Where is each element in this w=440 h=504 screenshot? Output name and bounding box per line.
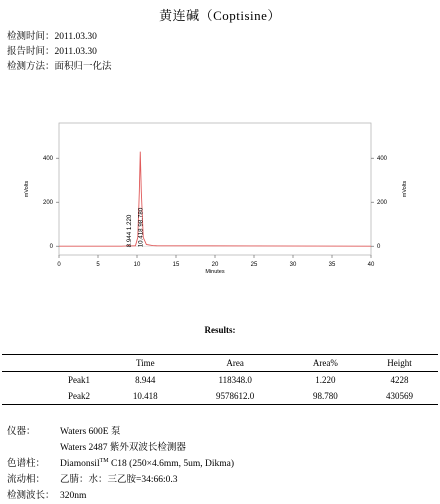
info-label: 检测波长： — [7, 491, 55, 501]
table-header-row — [2, 355, 438, 372]
column-header-time: Time — [135, 358, 155, 368]
y-tick-label-right: 200 — [377, 200, 388, 207]
y-tick-label-right: 400 — [377, 156, 388, 163]
meta-report-date — [7, 45, 112, 60]
x-tick-label: 30 — [289, 262, 297, 268]
peak-area-pct: 1.220 — [315, 375, 336, 385]
peak-height: 430569 — [385, 391, 413, 401]
meta-label: 检测时间： — [7, 32, 55, 42]
column-header — [2, 355, 110, 372]
column-header-area-pct: Area% — [312, 358, 338, 368]
info-label: 流动相： — [7, 475, 46, 485]
y-tick-label-left: 0 — [49, 244, 53, 251]
peak-area: 9578612.0 — [216, 391, 255, 401]
info-label — [7, 440, 60, 456]
info-value: 乙腈：水：三乙胺=34:66:0.3 — [60, 475, 178, 485]
instrument-column — [7, 456, 234, 472]
x-tick-label: 20 — [211, 262, 219, 268]
table-row — [2, 372, 438, 389]
x-tick-label: 35 — [328, 262, 336, 268]
y-axis-label-left: mVolts — [24, 180, 30, 198]
info-value: 320nm — [60, 491, 87, 501]
y-axis-right-ticks — [371, 156, 388, 250]
results-heading: Results: — [204, 325, 236, 335]
trademark-sup: TM — [99, 457, 109, 464]
peak-area-pct: 98.780 — [312, 391, 338, 401]
y-tick-label-left: 400 — [42, 156, 53, 163]
meta-label: 检测方法： — [7, 62, 55, 72]
column-spec: C18 (250×4.6mm, 5um, Dikma) — [108, 459, 235, 469]
info-value: Waters 600E 泵 — [60, 427, 121, 437]
x-tick-label: 25 — [250, 262, 258, 268]
column-header-area: Area — [226, 358, 244, 368]
report-meta — [7, 30, 112, 75]
info-value — [60, 456, 234, 472]
peak-label: 8.944 1.220 — [125, 214, 133, 248]
y-tick-label-right: 0 — [377, 244, 381, 251]
meta-method — [7, 60, 112, 75]
peak-area: 118348.0 — [218, 375, 252, 385]
x-tick-label: 0 — [57, 262, 61, 268]
peak-time: 10.418 — [132, 391, 158, 401]
chromatogram-trace — [59, 152, 371, 247]
instrument-mobile-phase — [7, 472, 234, 488]
peak-name: Peak1 — [68, 375, 90, 385]
column-brand: Diamonsil — [60, 459, 100, 469]
column-header-height: Height — [387, 358, 412, 368]
info-label: 色谱柱： — [7, 459, 46, 469]
x-tick-label: 5 — [96, 262, 100, 268]
results-table — [2, 354, 438, 405]
info-value: Waters 2487 紫外双波长检测器 — [60, 443, 186, 453]
x-axis-label: Minutes — [205, 269, 225, 275]
info-label: 仪器： — [7, 427, 36, 437]
peak-labels — [126, 207, 144, 247]
table-row — [2, 388, 438, 405]
peak-height: 4228 — [390, 375, 409, 385]
x-tick-label: 40 — [367, 262, 375, 268]
meta-test-date — [7, 30, 112, 45]
x-tick-label: 10 — [133, 262, 141, 268]
x-axis-ticks — [57, 255, 375, 268]
instrument-detector — [7, 440, 234, 456]
instrument-wavelength — [7, 488, 234, 504]
peak-label: 10.418 98.780 — [137, 207, 145, 248]
plot-frame — [59, 123, 371, 255]
meta-value: 面积归一化法 — [54, 62, 112, 72]
page-title: 黄连碱（Coptisine） — [159, 8, 281, 23]
meta-value: 2011.03.30 — [54, 32, 97, 42]
instrument-info — [7, 424, 234, 504]
y-axis-left-ticks — [43, 156, 59, 250]
meta-label: 报告时间： — [7, 47, 55, 57]
meta-value: 2011.03.30 — [54, 47, 97, 57]
x-tick-label: 15 — [172, 262, 180, 268]
peak-time: 8.944 — [135, 375, 156, 385]
y-axis-label-right: mVolts — [402, 180, 408, 198]
y-tick-label-left: 200 — [42, 200, 53, 207]
chromatogram-chart — [0, 118, 440, 283]
instrument-pump — [7, 424, 234, 440]
peak-name: Peak2 — [68, 391, 90, 401]
